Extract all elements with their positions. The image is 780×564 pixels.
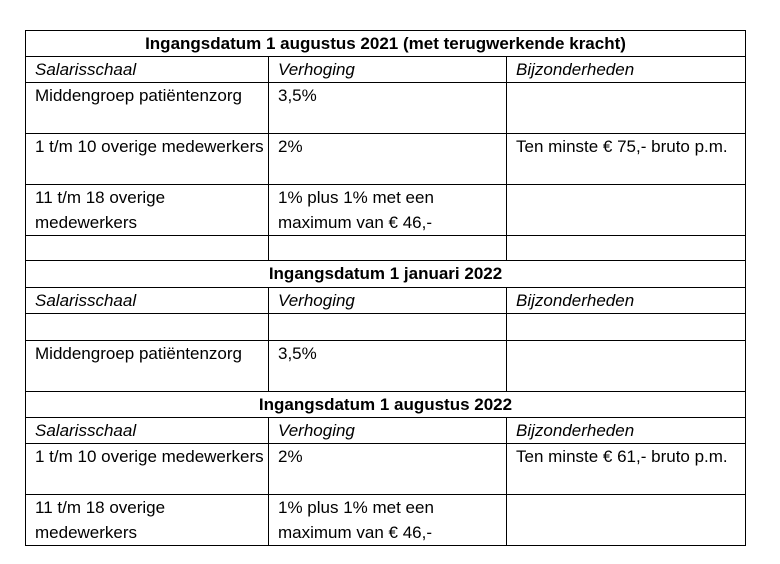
table-row — [26, 185, 746, 236]
column-header-verhoging: Verhoging — [269, 288, 507, 314]
table-row — [26, 341, 746, 392]
empty-row — [26, 236, 746, 261]
table-row — [26, 134, 746, 185]
cell-bijzonderheden: Ten minste € 75,- bruto p.m. — [507, 134, 746, 185]
cell-salarisschaal: 11 t/m 18 overige medewerkers — [26, 495, 269, 546]
cell-bijzonderheden — [507, 495, 746, 546]
table-row — [26, 495, 746, 546]
empty-cell — [507, 236, 746, 261]
column-header-verhoging: Verhoging — [269, 418, 507, 444]
column-header-salarisschaal: Salarisschaal — [26, 57, 269, 83]
column-header-bijzonderheden: Bijzonderheden — [507, 288, 746, 314]
cell-verhoging: 2% — [269, 134, 507, 185]
salary-increase-table — [25, 30, 746, 546]
cell-bijzonderheden — [507, 341, 746, 392]
section-header-row — [26, 31, 746, 57]
column-header-row — [26, 418, 746, 444]
column-header-salarisschaal: Salarisschaal — [26, 418, 269, 444]
column-header-bijzonderheden: Bijzonderheden — [507, 57, 746, 83]
cell-verhoging: 2% — [269, 444, 507, 495]
cell-salarisschaal: 11 t/m 18 overige medewerkers — [26, 185, 269, 236]
cell-bijzonderheden — [507, 185, 746, 236]
empty-cell — [269, 314, 507, 341]
cell-verhoging: 3,5% — [269, 341, 507, 392]
cell-verhoging: 1% plus 1% met een maximum van € 46,- — [269, 495, 507, 546]
cell-salarisschaal: Middengroep patiëntenzorg — [26, 341, 269, 392]
empty-row — [26, 314, 746, 341]
section-title: Ingangsdatum 1 augustus 2022 — [26, 392, 746, 418]
section-header-row — [26, 261, 746, 288]
cell-salarisschaal: 1 t/m 10 overige medewerkers — [26, 444, 269, 495]
table-row — [26, 83, 746, 134]
table-row — [26, 444, 746, 495]
cell-salarisschaal: Middengroep patiëntenzorg — [26, 83, 269, 134]
column-header-salarisschaal: Salarisschaal — [26, 288, 269, 314]
cell-verhoging: 1% plus 1% met een maximum van € 46,- — [269, 185, 507, 236]
section-header-row — [26, 392, 746, 418]
column-header-row — [26, 288, 746, 314]
empty-cell — [26, 236, 269, 261]
cell-verhoging: 3,5% — [269, 83, 507, 134]
empty-cell — [269, 236, 507, 261]
section-title: Ingangsdatum 1 augustus 2021 (met terugwerkende kracht) — [26, 31, 746, 57]
section-title: Ingangsdatum 1 januari 2022 — [26, 261, 746, 288]
empty-cell — [26, 314, 269, 341]
column-header-row — [26, 57, 746, 83]
cell-bijzonderheden: Ten minste € 61,- bruto p.m. — [507, 444, 746, 495]
cell-bijzonderheden — [507, 83, 746, 134]
cell-salarisschaal: 1 t/m 10 overige medewerkers — [26, 134, 269, 185]
column-header-verhoging: Verhoging — [269, 57, 507, 83]
column-header-bijzonderheden: Bijzonderheden — [507, 418, 746, 444]
empty-cell — [507, 314, 746, 341]
